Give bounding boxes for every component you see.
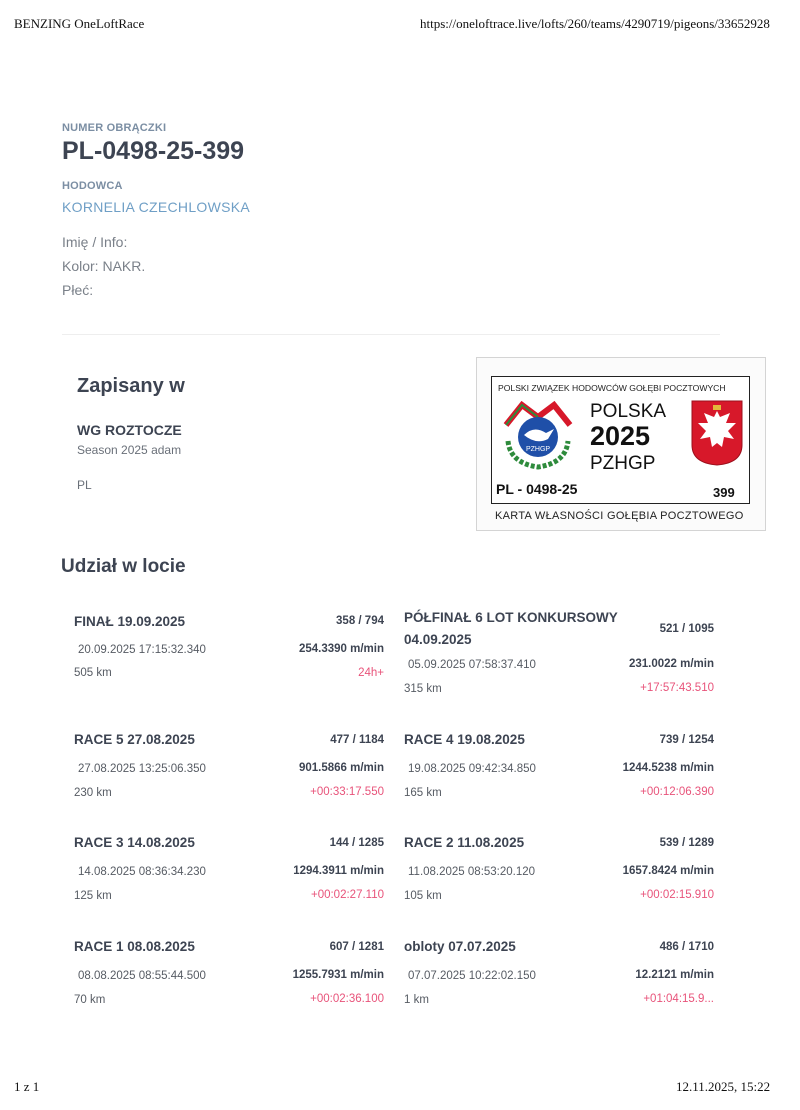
card-year: 2025 [590, 421, 651, 451]
race-speed: 12.2121 m/min [635, 969, 714, 981]
race-name: FINAŁ 19.09.2025 [74, 614, 186, 629]
race-time-gap: +00:02:27.110 [310, 889, 384, 901]
race-name: obloty 07.07.2025 [404, 939, 516, 954]
season-name: Season 2025 adam [77, 443, 182, 457]
card-footer-text: KARTA WŁASNOŚCI GOŁĘBIA POCZTOWEGO [495, 510, 744, 522]
race-speed: 1657.8424 m/min [622, 865, 714, 877]
ownership-card [491, 376, 750, 504]
race-distance: 70 km [74, 994, 106, 1006]
race-rank: 607 / 1281 [329, 941, 384, 953]
race-rank: 739 / 1254 [659, 734, 714, 746]
race-time-gap: +00:02:15.910 [640, 889, 714, 901]
race-arrival-time: 07.07.2025 10:22:02.150 [408, 970, 536, 982]
race-rank: 144 / 1285 [329, 837, 384, 849]
sex-field: Płeć: [62, 282, 94, 298]
race-distance: 1 km [404, 994, 429, 1006]
race-arrival-time: 19.08.2025 09:42:34.850 [408, 763, 536, 775]
registered-heading: Zapisany w [77, 375, 185, 397]
race-speed: 1255.7931 m/min [292, 969, 384, 981]
print-header-url: https://oneloftrace.live/lofts/260/teams/4290719/pigeons/33652928 [420, 16, 770, 31]
race-name: RACE 3 14.08.2025 [74, 835, 195, 850]
race-rank: 486 / 1710 [659, 941, 714, 953]
card-union: PZHGP [590, 453, 656, 474]
races-heading: Udział w locie [61, 556, 186, 577]
race-time-gap: 24h+ [358, 667, 384, 679]
race-rank: 358 / 794 [336, 615, 384, 627]
race-time-gap: +00:02:36.100 [310, 993, 384, 1005]
race-card-final[interactable] [74, 611, 384, 706]
race-distance: 315 km [404, 683, 442, 695]
race-name: RACE 1 08.08.2025 [74, 939, 195, 954]
team-name[interactable]: WG ROZTOCZE [77, 422, 182, 438]
race-arrival-time: 14.08.2025 08:36:34.230 [78, 866, 206, 878]
card-organization: POLSKI ZWIĄZEK HODOWCÓW GOŁĘBI POCZTOWYCH [498, 383, 726, 393]
race-distance: 105 km [404, 890, 442, 902]
ring-number-label: NUMER OBRĄCZKI [62, 122, 167, 134]
print-date: 12.11.2025, 15:22 [676, 1079, 771, 1094]
race-card-race5[interactable] [74, 729, 384, 824]
race-card-race3[interactable] [74, 832, 384, 927]
race-card-race2[interactable] [404, 832, 714, 927]
race-name: PÓŁFINAŁ 6 LOT KONKURSOWY 04.09.2025 [404, 610, 618, 647]
race-time-gap: +01:04:15.9... [643, 993, 714, 1005]
card-country: POLSKA [590, 401, 667, 422]
ring-number: PL-0498-25-399 [62, 137, 245, 165]
race-time-gap: +00:33:17.550 [310, 786, 384, 798]
color-field: Kolor: NAKR. [62, 258, 146, 274]
race-name: RACE 5 27.08.2025 [74, 732, 195, 747]
polish-eagle-icon [690, 399, 744, 472]
breeder-label: HODOWCA [62, 180, 123, 192]
pzhgp-logo-icon [500, 397, 578, 478]
section-divider [62, 334, 720, 335]
country-code: PL [77, 478, 92, 492]
race-arrival-time: 11.08.2025 08:53:20.120 [408, 866, 536, 878]
race-speed: 1244.5238 m/min [622, 762, 714, 774]
name-info-field: Imię / Info: [62, 234, 128, 250]
race-card-race4[interactable] [404, 729, 714, 824]
race-card-race1[interactable] [74, 936, 384, 1031]
race-time-gap: +17:57:43.510 [640, 682, 714, 694]
card-pigeon-number: 399 [713, 485, 735, 500]
race-rank: 521 / 1095 [659, 623, 714, 635]
logo-text: PZHGP [525, 446, 551, 453]
print-page-number: 1 z 1 [14, 1079, 40, 1094]
race-rank: 477 / 1184 [330, 734, 384, 746]
race-speed: 254.3390 m/min [298, 643, 384, 655]
race-distance: 125 km [74, 890, 112, 902]
race-distance: 165 km [404, 787, 442, 799]
card-ring-number: PL - 0498-25 [496, 481, 578, 497]
breeder-link[interactable]: KORNELIA CZECHLOWSKA [62, 199, 251, 215]
race-name: RACE 4 19.08.2025 [404, 732, 525, 747]
race-time-gap: +00:12:06.390 [640, 786, 714, 798]
race-speed: 901.5866 m/min [298, 762, 384, 774]
race-card-semifinal[interactable] [404, 607, 714, 702]
race-arrival-time: 27.08.2025 13:25:06.350 [78, 763, 206, 775]
race-name: RACE 2 11.08.2025 [404, 835, 525, 850]
race-speed: 231.0022 m/min [628, 658, 714, 670]
race-arrival-time: 20.09.2025 17:15:32.340 [78, 644, 206, 656]
race-arrival-time: 08.08.2025 08:55:44.500 [78, 970, 206, 982]
race-speed: 1294.3911 m/min [293, 865, 384, 877]
race-card-training[interactable] [404, 936, 714, 1031]
race-rank: 539 / 1289 [659, 837, 714, 849]
race-distance: 230 km [74, 787, 112, 799]
race-arrival-time: 05.09.2025 07:58:37.410 [408, 659, 536, 671]
race-distance: 505 km [74, 667, 112, 679]
ownership-card-image [476, 357, 766, 531]
print-header-title: BENZING OneLoftRace [14, 16, 145, 31]
